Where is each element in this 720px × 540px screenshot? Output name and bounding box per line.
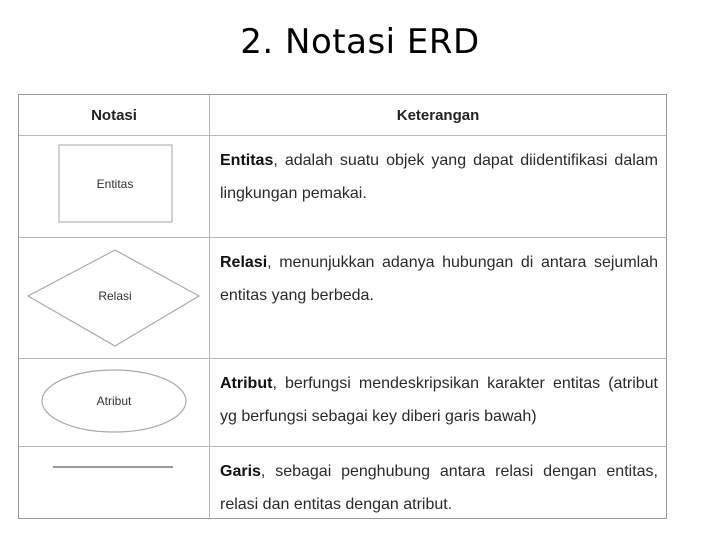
row-description [220, 367, 658, 433]
term-atribut: Atribut [220, 375, 273, 392]
relation-diamond-symbol [19, 238, 209, 358]
table-header-row [19, 95, 666, 136]
entity-rectangle-symbol [19, 136, 209, 237]
erd-notation-table [18, 94, 667, 519]
description-atribut: , berfungsi mendeskripsikan karakter entitas (atribut yg berfungsi sebagai key diberi garis bawah) [220, 375, 658, 425]
term-entitas: Entitas [220, 152, 274, 169]
table-row [19, 447, 666, 519]
description-entitas: , adalah suatu objek yang dapat diidentifikasi dalam lingkungan pemakai. [220, 152, 658, 202]
description-garis: , sebagai penghubung antara relasi dengan entitas, relasi dan entitas dengan atribut. [220, 463, 658, 513]
attribute-ellipse-symbol [19, 359, 209, 446]
row-description [220, 246, 658, 312]
term-garis: Garis [220, 463, 261, 480]
term-relasi: Relasi [220, 254, 268, 271]
description-relasi: , menunjukkan adanya hubungan di antara sejumlah entitas yang berbeda. [220, 254, 658, 304]
row-description [220, 455, 658, 521]
table-row [19, 359, 666, 447]
slide-title: 2. Notasi ERD [240, 22, 480, 62]
header-keterangan: Keterangan [396, 106, 480, 124]
table-row [19, 136, 666, 238]
header-notasi: Notasi [91, 106, 137, 124]
attribute-symbol-label: Atribut [96, 394, 132, 408]
line-symbol [19, 447, 209, 518]
entity-symbol-label: Entitas [96, 177, 134, 191]
table-row [19, 238, 666, 359]
relation-symbol-label: Relasi [98, 289, 132, 303]
row-description [220, 144, 658, 210]
